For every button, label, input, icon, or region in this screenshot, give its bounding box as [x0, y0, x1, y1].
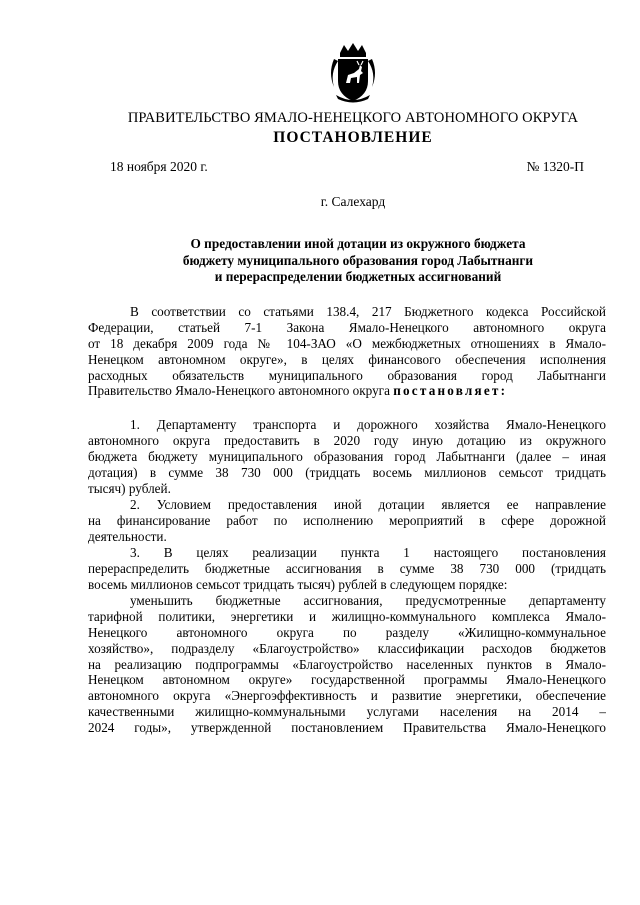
text-line: 1. Департаменту транспорта и дорожного хозяйства Ямало-Ненецкого	[130, 417, 606, 432]
text-line: 2. Условием предоставления иной дотации является ее направление	[130, 497, 606, 512]
title-line: и перераспределении бюджетных ассигнований	[214, 269, 502, 284]
text-line: на реализацию подпрограммы «Благоустройство населенных пунктов в Ямало-	[88, 656, 606, 672]
organization-name: ПРАВИТЕЛЬСТВО ЯМАЛО-НЕНЕЦКОГО АВТОНОМНОГО ОКРУГА	[127, 110, 579, 126]
document-date: 18 ноября 2020 г.	[110, 159, 208, 174]
text-line: автономного округа «Энергоэффективность и развитие энергетики, обеспечение	[88, 688, 606, 704]
text-line: перераспределить бюджетные ассигнования в сумме 38 730 000 (тридцать	[88, 560, 606, 576]
title-line: О предоставлении иной дотации из окружного бюджета	[190, 236, 526, 251]
text-line	[88, 383, 606, 399]
text-line: Федерации, статьей 7-1 Закона Ямало-Ненецкого автономного округа	[88, 319, 606, 335]
text-line: автономного округа предоставить в 2020 году иную дотацию из окружного	[88, 432, 606, 448]
item-3	[88, 545, 606, 593]
item-3-reduce	[88, 593, 606, 736]
text-line: бюджета бюджету муниципального образования город Лабытнанги (далее – иная	[88, 448, 606, 464]
text-line: качественными жилищно-коммунальными услугами населения на 2014 –	[88, 704, 606, 720]
text-line: деятельности.	[88, 528, 167, 544]
text-line: восемь миллионов семьсот тридцать тысяч) рублей в следующем порядке:	[88, 576, 508, 592]
document-number: № 1320-П	[526, 159, 584, 174]
text-line: на финансирование работ по исполнению мероприятий в сфере дорожной	[88, 512, 606, 528]
text-line: от 18 декабря 2009 года № 104-ЗАО «О межбюджетных отношениях в Ямало-	[88, 335, 606, 351]
item-2	[88, 497, 606, 545]
text-line: 2024 годы», утвержденной постановлением Правительства Ямало-Ненецкого	[88, 720, 606, 736]
text-line: В соответствии со статьями 138.4, 217 Бюджетного кодекса Российской	[130, 304, 606, 319]
preamble	[88, 304, 606, 399]
item-1	[88, 417, 606, 496]
document-city: г. Салехард	[320, 194, 386, 209]
document-title	[110, 236, 606, 286]
text-line: тарифной политики, энергетики и жилищно-коммунального комплекса Ямало-	[88, 608, 606, 624]
resolution-verb: постановляет:	[393, 383, 508, 399]
text-line: 3. В целях реализации пункта 1 настоящего постановления	[130, 545, 606, 560]
text-line: хозяйство», подразделу «Благоустройство» классификации расходов бюджетов	[88, 640, 606, 656]
text-line: Ненецком автономном округе» государственной программы Ямало-Ненецкого	[88, 672, 606, 688]
text-line: Ненецком автономном округе», в целях финансового обеспечения исполнения	[88, 351, 606, 367]
text-line: Ненецкого автономного округа по разделу «Жилищно-коммунальное	[88, 624, 606, 640]
text-line: дотация) в сумме 38 730 000 (тридцать восемь миллионов семьсот тридцать	[88, 464, 606, 480]
text-line: расходных обязательств муниципального образования город Лабытнанги	[88, 367, 606, 383]
resolution-subject: Правительство Ямало-Ненецкого автономного округа	[88, 383, 390, 399]
title-line: бюджету муниципального образования город Лабытнанги	[182, 252, 534, 268]
coat-of-arms-icon	[326, 43, 380, 103]
text-line: тысяч) рублей.	[88, 480, 171, 496]
text-line: уменьшить бюджетные ассигнования, предусмотренные департаменту	[130, 593, 606, 608]
document-type: ПОСТАНОВЛЕНИЕ	[273, 129, 433, 146]
